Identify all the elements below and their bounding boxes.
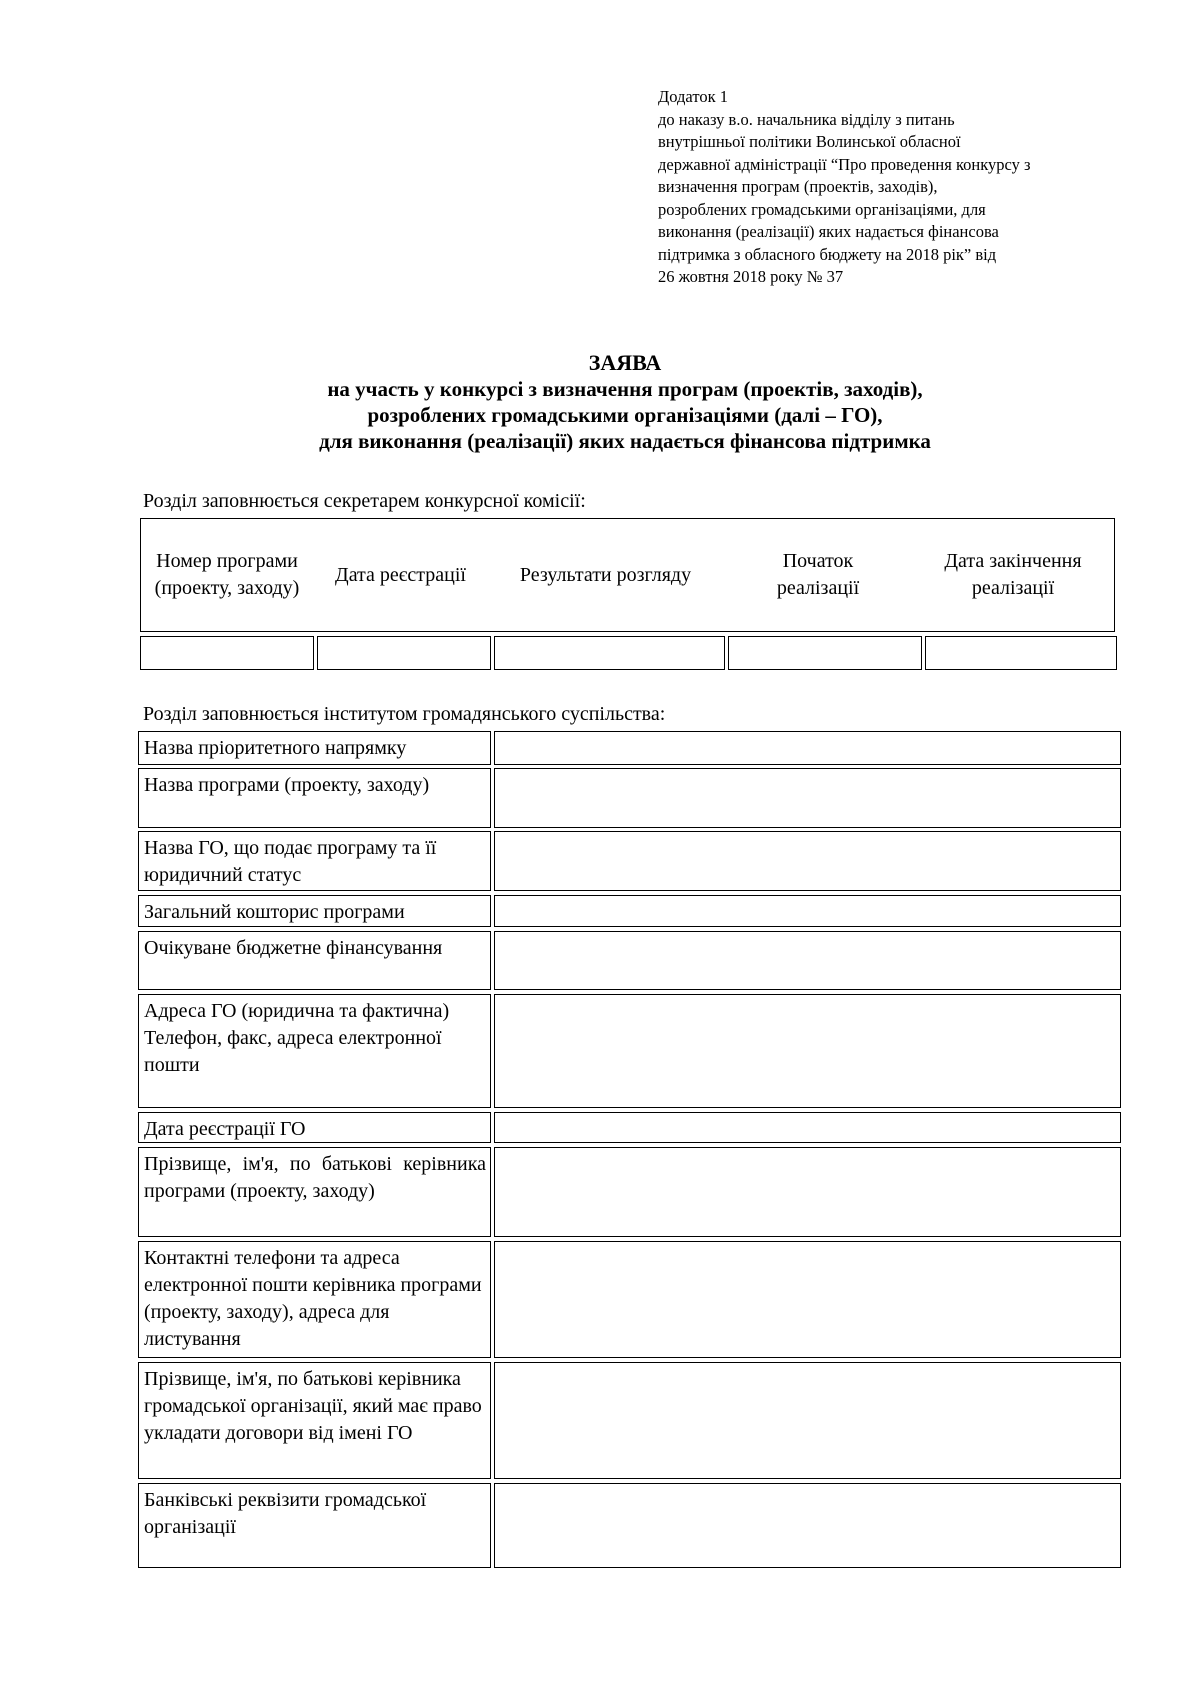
row-value[interactable]	[494, 931, 1121, 990]
row-value[interactable]	[494, 994, 1121, 1108]
row-value[interactable]	[494, 1362, 1121, 1479]
commission-table-header	[140, 518, 1115, 632]
appendix-note	[658, 86, 1128, 289]
appendix-line: розроблених громадськими організаціями, для	[658, 199, 986, 219]
row-value[interactable]	[494, 1112, 1121, 1143]
row-label: Прізвище, ім'я, по батькові керівника програми (проекту, заходу)	[138, 1147, 491, 1237]
title-main: ЗАЯВА	[588, 350, 662, 375]
appendix-line: внутрішньої політики Волинської обласної	[658, 132, 961, 151]
appendix-line: визначення програм (проектів, заходів),	[658, 177, 938, 196]
appendix-line: до наказу в.о. начальника відділу з питань	[658, 109, 955, 129]
title-line: для виконання (реалізації) яких надається фінансова підтримка	[319, 429, 931, 453]
row-label: Назва пріоритетного напрямку	[138, 731, 491, 765]
cell-registration-date[interactable]	[317, 636, 491, 670]
appendix-line: виконання (реалізації) яких надається фінансова	[658, 222, 999, 241]
appendix-line: державної адміністрації “Про проведення конкурсу з	[658, 154, 1031, 174]
table-row	[138, 768, 1121, 828]
header-review-results: Результати розгляду	[519, 563, 692, 586]
cell-end-date[interactable]	[925, 636, 1117, 670]
row-label: Адреса ГО (юридична та фактична) Телефон, факс, адреса електронної пошти	[138, 994, 491, 1108]
table-row	[138, 931, 1121, 990]
row-label: Банківські реквізити громадської організації	[138, 1483, 491, 1568]
row-value[interactable]	[494, 731, 1121, 765]
row-label: Контактні телефони та адреса електронної пошти керівника програми (проекту, заходу), адреса для листування	[138, 1241, 491, 1358]
table-row	[138, 1112, 1121, 1143]
header-end-date: Дата закінчення реалізації	[944, 550, 1082, 599]
title-line: розроблених громадськими організаціями (далі – ГО),	[367, 403, 883, 427]
row-label: Загальний кошторис програми	[138, 895, 491, 927]
table-row	[138, 1241, 1121, 1358]
row-label: Очікуване бюджетне фінансування	[138, 931, 491, 990]
header-start: Початок реалізації	[776, 550, 860, 599]
row-value[interactable]	[494, 831, 1121, 891]
table-row	[138, 731, 1121, 765]
table-row	[138, 895, 1121, 927]
row-value[interactable]	[494, 1483, 1121, 1568]
row-value[interactable]	[494, 895, 1121, 927]
row-label: Назва ГО, що подає програму та її юридичний статус	[138, 831, 491, 891]
row-label: Прізвище, ім'я, по батькові керівника громадської організації, який має право укладати договори від імені ГО	[138, 1362, 491, 1479]
header-program-number: Номер програми (проекту, заходу)	[154, 550, 300, 599]
appendix-line: 26 жовтня 2018 року № 37	[658, 267, 844, 286]
appendix-line: Додаток 1	[658, 87, 728, 106]
header-registration-date: Дата реєстрації	[335, 563, 466, 586]
appendix-line: підтримка з обласного бюджету на 2018 рік” від	[658, 244, 997, 264]
table-row	[138, 994, 1121, 1108]
table-row	[138, 1483, 1121, 1568]
row-label: Дата реєстрації ГО	[138, 1112, 491, 1143]
table-row	[138, 1362, 1121, 1479]
document-title	[130, 350, 1120, 454]
title-line: на участь у конкурсі з визначення програм (проектів, заходів),	[327, 377, 923, 401]
row-label: Назва програми (проекту, заходу)	[138, 768, 491, 828]
cell-start[interactable]	[728, 636, 922, 670]
cell-review-results[interactable]	[494, 636, 725, 670]
row-value[interactable]	[494, 768, 1121, 828]
commission-section-caption: Розділ заповнюється секретарем конкурсної комісії:	[143, 490, 586, 512]
row-value[interactable]	[494, 1241, 1121, 1358]
cell-program-number[interactable]	[140, 636, 314, 670]
row-value[interactable]	[494, 1147, 1121, 1237]
table-row	[138, 1147, 1121, 1237]
org-section-caption: Розділ заповнюється інститутом громадянського суспільства:	[143, 703, 666, 725]
table-row	[138, 831, 1121, 891]
